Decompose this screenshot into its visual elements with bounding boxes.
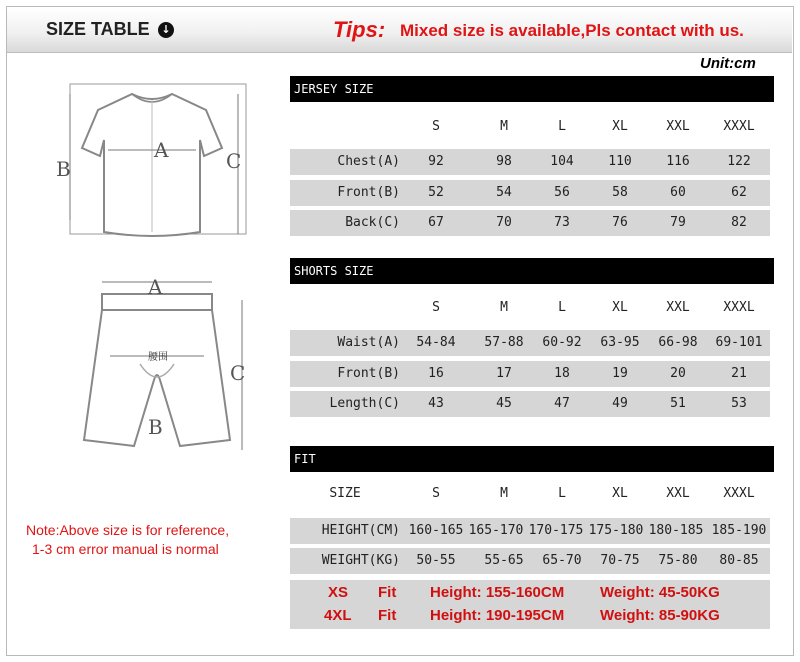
table-cell: 75-80 xyxy=(658,553,698,568)
table-cell: 98 xyxy=(496,154,512,169)
size-header: M xyxy=(500,486,508,501)
row-label: Front(B) xyxy=(337,366,400,381)
size-header: M xyxy=(500,300,508,315)
table-cell: 51 xyxy=(670,396,686,411)
table-cell: 65-70 xyxy=(542,553,582,568)
table-cell: 17 xyxy=(496,366,512,381)
table-cell: 92 xyxy=(428,154,444,169)
jersey-label-b: B xyxy=(56,157,71,181)
shorts-label-b: B xyxy=(148,415,163,439)
row-label: Back(C) xyxy=(345,215,400,230)
fit-size-header-row xyxy=(290,481,770,507)
row-label: HEIGHT(CM) xyxy=(321,523,400,538)
table-row xyxy=(290,330,770,356)
table-row xyxy=(290,180,770,206)
size-header: S xyxy=(432,486,440,501)
table-cell: 69-101 xyxy=(715,335,763,350)
shorts-label-c: C xyxy=(230,361,246,385)
size-header: M xyxy=(500,119,508,134)
download-arrow-icon[interactable]: ↓ xyxy=(158,22,174,38)
note-line-1: Note:Above size is for reference, xyxy=(26,522,230,538)
fit-extra-fit: Fit xyxy=(378,584,397,601)
size-header: XXL xyxy=(666,119,690,134)
size-header: XL xyxy=(612,486,628,501)
page-title: SIZE TABLE xyxy=(46,19,150,39)
fit-extra-row-4xl xyxy=(290,603,770,629)
table-cell: 170-175 xyxy=(528,523,584,538)
table-cell: 70-75 xyxy=(600,553,640,568)
size-header: XL xyxy=(612,119,628,134)
table-cell: 110 xyxy=(608,154,632,169)
table-cell: 66-98 xyxy=(658,335,698,350)
fit-extra-weight: Weight: 45-50KG xyxy=(600,584,720,601)
table-cell: 20 xyxy=(670,366,686,381)
table-cell: 21 xyxy=(731,366,747,381)
table-cell: 54 xyxy=(496,185,512,200)
table-cell: 55-65 xyxy=(484,553,524,568)
table-cell: 67 xyxy=(428,215,444,230)
row-label: Chest(A) xyxy=(337,154,400,169)
size-header: L xyxy=(558,119,566,134)
shorts-section-bar: SHORTS SIZE xyxy=(290,258,774,284)
tips-label: Tips: xyxy=(333,17,386,42)
jersey-diagram xyxy=(40,70,280,250)
jersey-section-bar: JERSEY SIZE xyxy=(290,76,774,102)
fit-extra-height: Height: 155-160CM xyxy=(430,584,565,601)
table-cell: 54-84 xyxy=(416,335,456,350)
jersey-size-header-row xyxy=(290,114,770,140)
shorts-waist-mark: 腰围 xyxy=(148,352,168,363)
table-cell: 57-88 xyxy=(484,335,524,350)
size-header: S xyxy=(432,119,440,134)
table-cell: 43 xyxy=(428,396,444,411)
table-cell: 53 xyxy=(731,396,747,411)
shorts-label-a: A xyxy=(148,275,163,299)
row-label: Waist(A) xyxy=(337,335,400,350)
size-header: L xyxy=(558,300,566,315)
fit-extra-size: XS xyxy=(328,584,349,601)
size-header: XXXL xyxy=(723,119,755,134)
shorts-diagram xyxy=(70,270,270,460)
table-cell: 122 xyxy=(727,154,751,169)
table-cell: 76 xyxy=(612,215,628,230)
table-cell: 160-165 xyxy=(408,523,464,538)
jersey-label-c: C xyxy=(226,149,242,173)
table-row xyxy=(290,361,770,387)
fit-extra-fit: Fit xyxy=(378,607,397,624)
table-cell: 104 xyxy=(550,154,574,169)
table-cell: 52 xyxy=(428,185,444,200)
shorts-size-header-row xyxy=(290,295,770,321)
jersey-label-a: A xyxy=(154,138,169,162)
table-cell: 60 xyxy=(670,185,686,200)
table-cell: 70 xyxy=(496,215,512,230)
size-header: XXL xyxy=(666,486,690,501)
fit-extra-size: 4XL xyxy=(324,607,352,624)
table-cell: 50-55 xyxy=(416,553,456,568)
table-cell: 62 xyxy=(731,185,747,200)
fit-section-bar: FIT xyxy=(290,446,774,472)
table-cell: 49 xyxy=(612,396,628,411)
table-cell: 80-85 xyxy=(719,553,759,568)
table-cell: 79 xyxy=(670,215,686,230)
fit-extra-weight: Weight: 85-90KG xyxy=(600,607,720,624)
table-row xyxy=(290,518,770,544)
table-cell: 58 xyxy=(612,185,628,200)
size-header: S xyxy=(432,300,440,315)
note-line-2: 1-3 cm error manual is normal xyxy=(32,541,219,557)
table-cell: 18 xyxy=(554,366,570,381)
size-header: XXXL xyxy=(723,300,755,315)
table-cell: 47 xyxy=(554,396,570,411)
table-cell: 45 xyxy=(496,396,512,411)
table-cell: 63-95 xyxy=(600,335,640,350)
row-label: SIZE xyxy=(329,486,361,501)
table-row xyxy=(290,210,770,236)
unit-label: Unit:cm xyxy=(700,55,756,72)
table-cell: 165-170 xyxy=(468,523,524,538)
table-row xyxy=(290,548,770,574)
row-label: Length(C) xyxy=(329,396,400,411)
table-cell: 19 xyxy=(612,366,628,381)
fit-extra-height: Height: 190-195CM xyxy=(430,607,565,624)
size-header: XXL xyxy=(666,300,690,315)
size-header: L xyxy=(558,486,566,501)
table-cell: 82 xyxy=(731,215,747,230)
row-label: Front(B) xyxy=(337,185,400,200)
table-cell: 175-180 xyxy=(588,523,644,538)
table-cell: 180-185 xyxy=(648,523,704,538)
table-cell: 16 xyxy=(428,366,444,381)
table-cell: 116 xyxy=(666,154,690,169)
table-row xyxy=(290,391,770,417)
row-label: WEIGHT(KG) xyxy=(321,553,400,568)
table-cell: 56 xyxy=(554,185,570,200)
table-cell: 73 xyxy=(554,215,570,230)
table-row xyxy=(290,149,770,175)
size-header: XXXL xyxy=(723,486,755,501)
tips-text: Mixed size is available,Pls contact with us. xyxy=(400,21,744,40)
table-cell: 60-92 xyxy=(542,335,582,350)
size-header: XL xyxy=(612,300,628,315)
table-cell: 185-190 xyxy=(711,523,767,538)
